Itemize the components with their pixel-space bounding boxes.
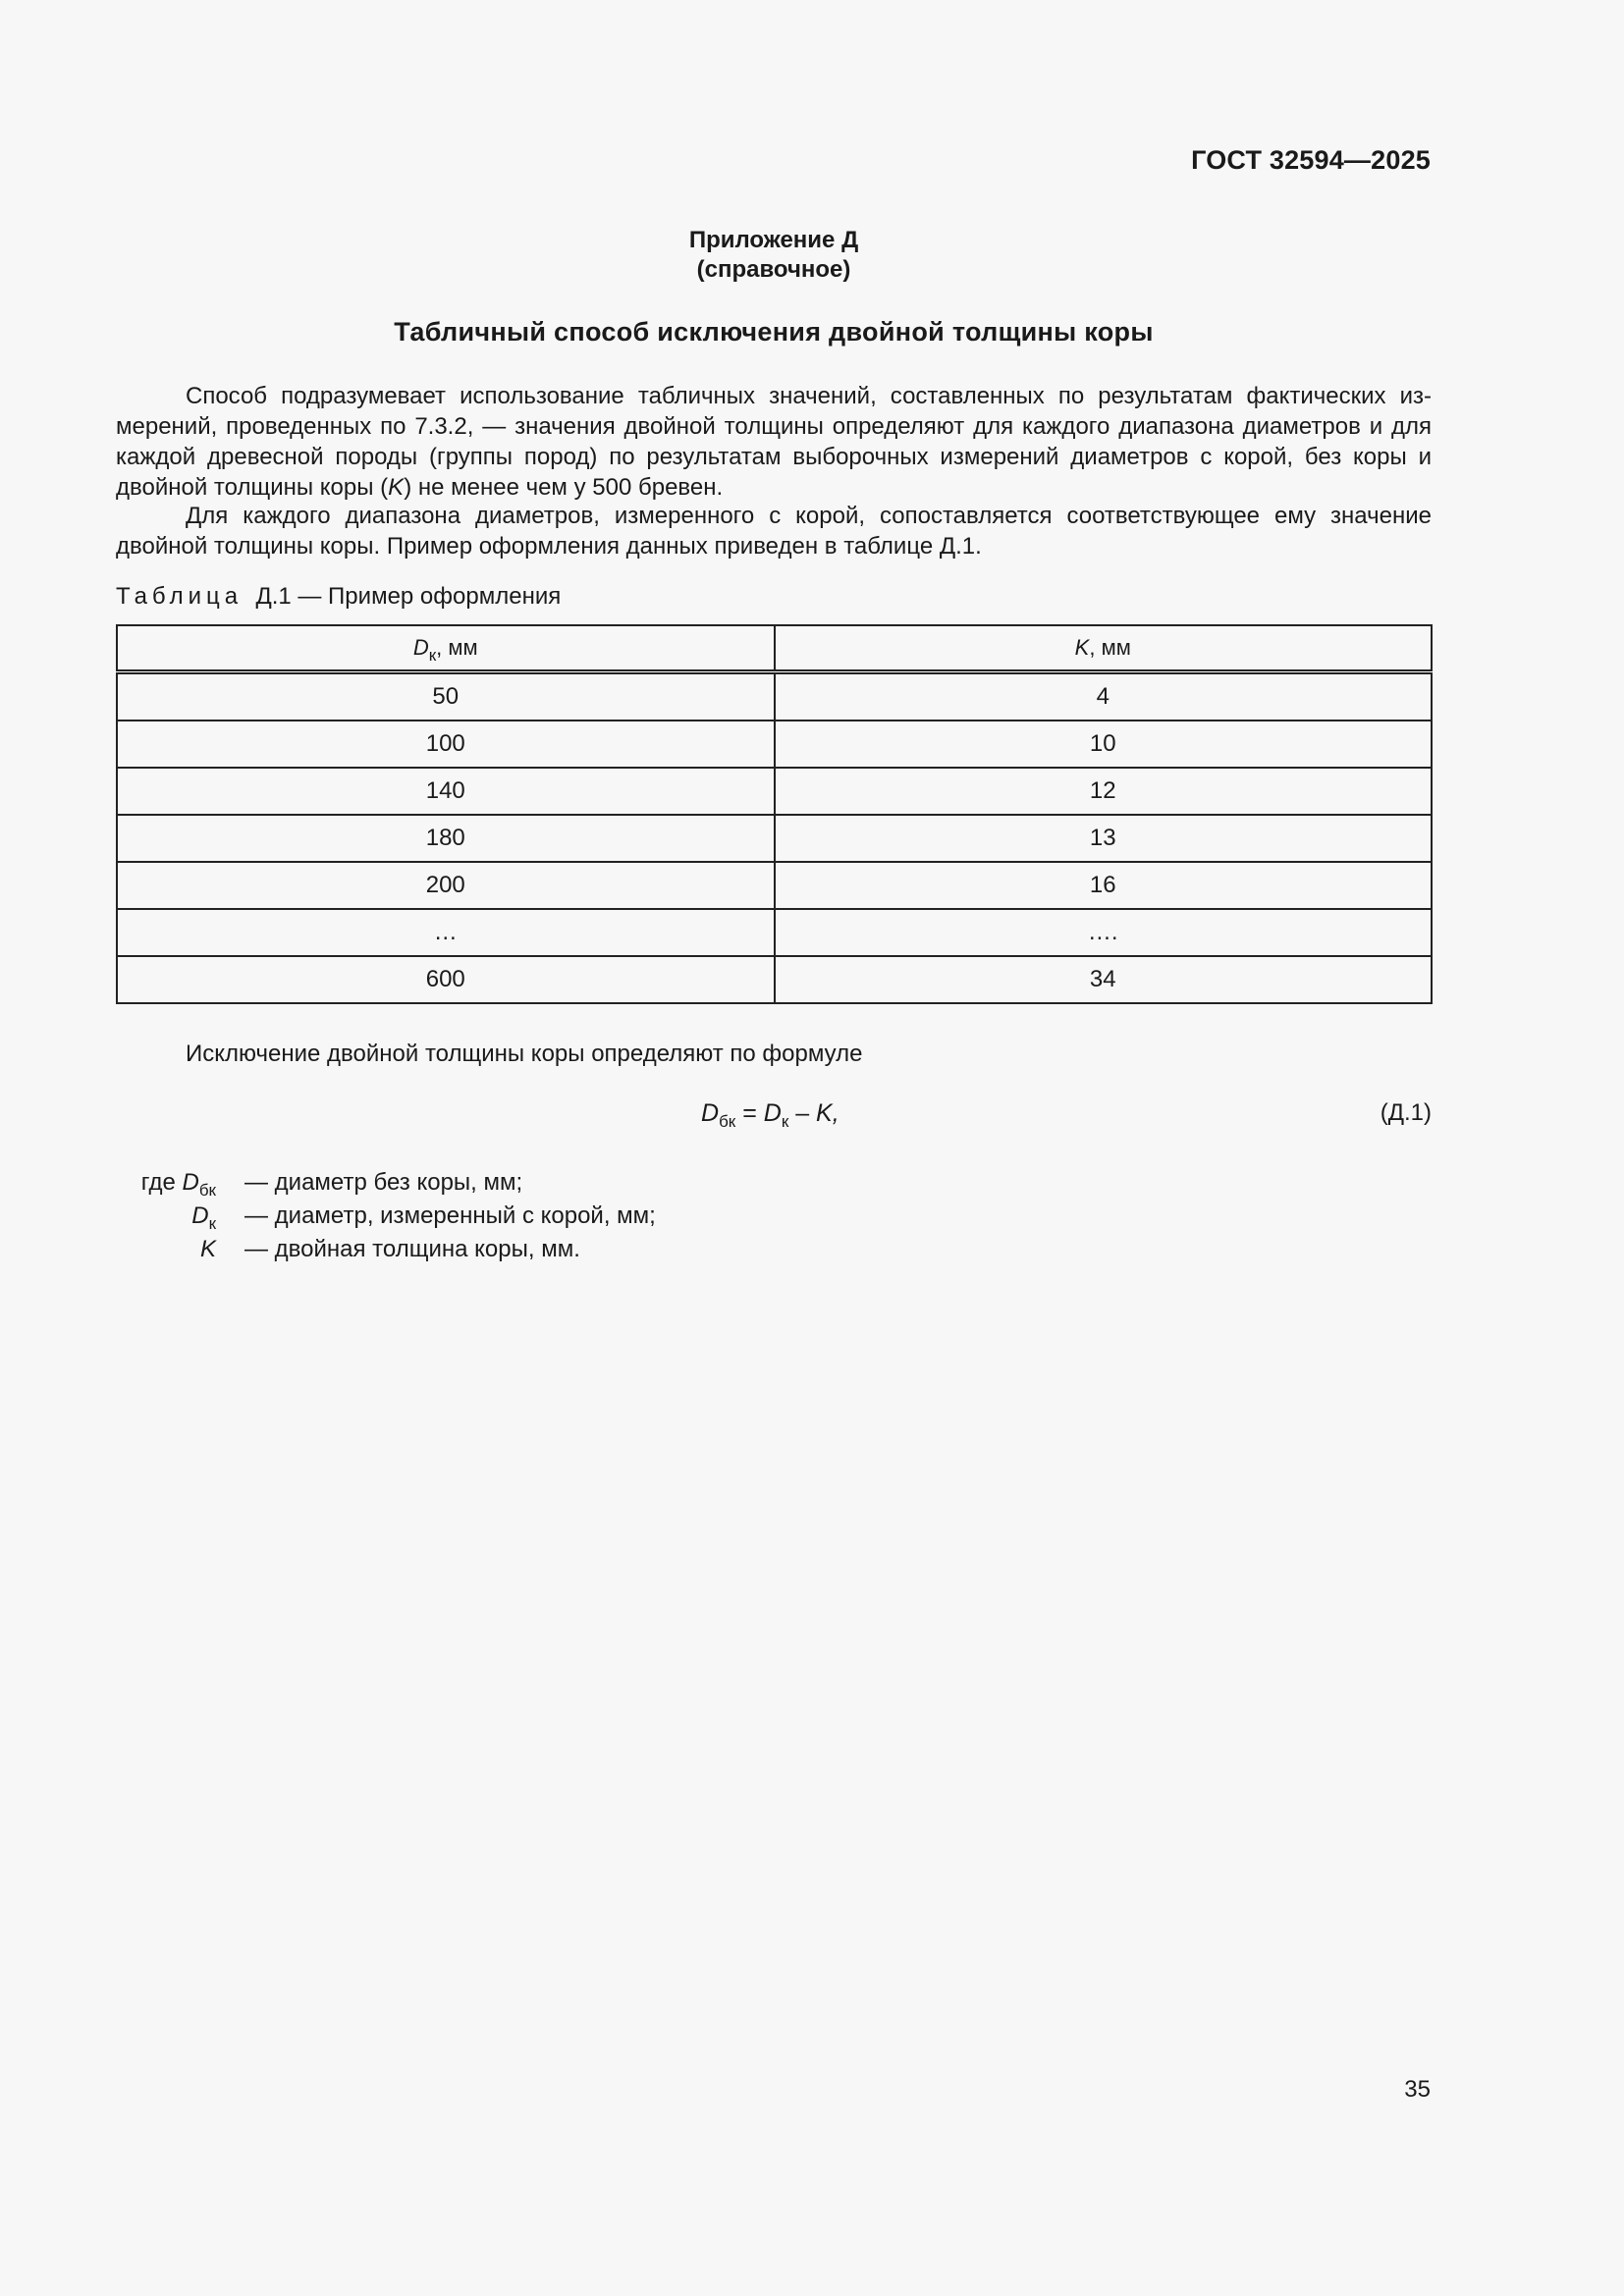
legend-sub: бк xyxy=(198,1181,216,1200)
section-title: Табличный способ исключения двойной толщины коры xyxy=(394,317,1154,347)
table-cell-bark: 12 xyxy=(775,768,1433,815)
table-row xyxy=(117,672,1432,721)
table-cell-bark: 34 xyxy=(775,956,1433,1003)
formula-rhs-var1: D xyxy=(763,1099,782,1127)
formula-lhs-var: D xyxy=(701,1099,720,1127)
header-bark-var: K xyxy=(1074,635,1090,660)
legend-var: K xyxy=(199,1236,216,1262)
legend-symbol xyxy=(200,1233,216,1266)
data-table xyxy=(116,624,1433,1004)
formula-number: (Д.1) xyxy=(1380,1099,1432,1126)
legend-description: — двойная толщина коры, мм. xyxy=(244,1236,580,1262)
table-caption-prefix: Таблица xyxy=(116,583,244,610)
appendix-title: Приложение Д xyxy=(688,227,859,253)
paragraph-1 xyxy=(116,381,1432,503)
document-code: ГОСТ 32594—2025 xyxy=(1191,145,1431,175)
table-cell-bark: 4 xyxy=(775,672,1433,721)
table-cell-diameter: 100 xyxy=(117,721,775,768)
legend-description: — диаметр, измеренный с корой, мм; xyxy=(244,1202,656,1229)
table-cell-bark: 13 xyxy=(775,815,1433,862)
header-diameter-sub: к xyxy=(428,646,437,665)
formula-rhs-var2: K, xyxy=(816,1099,839,1127)
paragraph-1-text-b: ) не менее чем у 500 бревен. xyxy=(404,474,724,501)
table-caption xyxy=(116,583,561,611)
table-row xyxy=(117,768,1432,815)
table-row xyxy=(117,815,1432,862)
table-row xyxy=(117,862,1432,909)
page-number: 35 xyxy=(1404,2076,1431,2103)
table-cell-bark: …. xyxy=(775,909,1433,956)
table-cell-bark: 10 xyxy=(775,721,1433,768)
legend-var: D xyxy=(182,1169,199,1196)
table-cell-diameter: 180 xyxy=(117,815,775,862)
table-cell-diameter: 200 xyxy=(117,862,775,909)
formula-lhs-sub: бк xyxy=(719,1112,736,1131)
paragraph-2: Для каждого диапазона диаметров, измеренного с корой, сопоставляется соответствующее ему значение двойной толщины коры. Пример оформления данных приведен в таблице Д.1. xyxy=(116,503,1432,560)
table-header-row xyxy=(117,625,1432,672)
legend-prefix: где xyxy=(140,1169,183,1196)
table-row xyxy=(117,721,1432,768)
paragraph-1-text-a: Способ подразумевает использование табличных значений, составленных по результатам фактических измерений, проведенных по 7.3.2, — значения двойной толщины определяют для каждого диапазона диаметров и для каждой древесной породы (группы пород) по результатам выборочных измерений диаметров с корой, без коры и двойной толщины коры ( xyxy=(116,383,1432,501)
header-diameter-var: D xyxy=(412,635,429,660)
header-diameter-unit: , мм xyxy=(436,635,478,660)
appendix-status: (справочное) xyxy=(696,256,851,283)
formula xyxy=(701,1099,839,1131)
table-row xyxy=(117,956,1432,1003)
table-cell-diameter: 140 xyxy=(117,768,775,815)
formula-minus: – xyxy=(788,1099,817,1127)
legend-description: — диаметр без коры, мм; xyxy=(244,1169,523,1196)
table-cell-diameter: 50 xyxy=(117,672,775,721)
formula-rhs-sub1: к xyxy=(781,1112,789,1131)
table-cell-bark: 16 xyxy=(775,862,1433,909)
legend-var: D xyxy=(191,1202,209,1229)
legend-symbol xyxy=(191,1200,216,1233)
formula-intro: Исключение двойной толщины коры определяют по формуле xyxy=(186,1041,863,1067)
table-header-bark xyxy=(775,625,1433,672)
table-caption-text: Д.1 — Пример оформления xyxy=(255,583,562,610)
header-bark-unit: , мм xyxy=(1089,635,1131,660)
table-cell-diameter: … xyxy=(117,909,775,956)
table-cell-diameter: 600 xyxy=(117,956,775,1003)
paragraph-1-variable: K xyxy=(388,474,405,501)
formula-equals: = xyxy=(735,1099,764,1127)
table-header-diameter xyxy=(117,625,775,672)
legend-sub: к xyxy=(208,1214,216,1233)
table-row xyxy=(117,909,1432,956)
legend-symbol xyxy=(141,1166,216,1200)
